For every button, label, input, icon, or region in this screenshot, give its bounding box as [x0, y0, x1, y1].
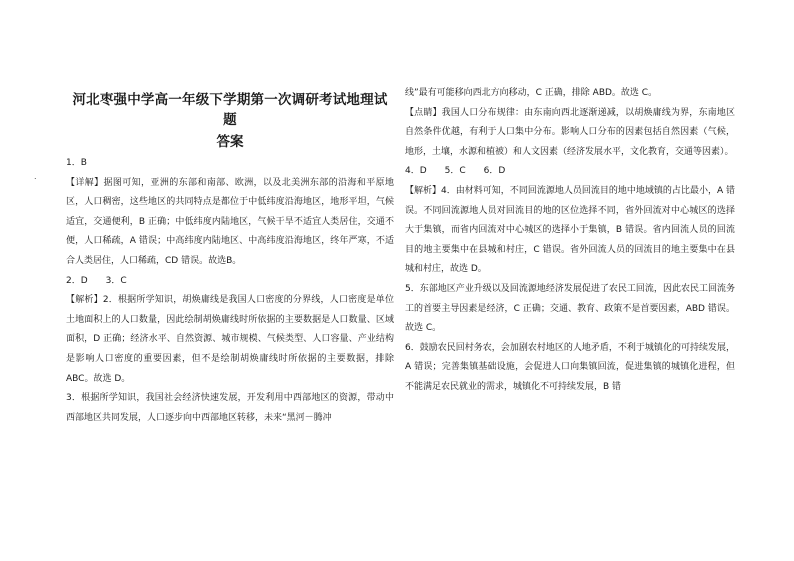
explanation-3-cont: 线”最有可能移向西北方向移动，C 正确，排除 ABD。故选 C。: [405, 88, 658, 98]
document-title: 河北枣强中学高一年级下学期第一次调研考试地理试题: [72, 92, 388, 128]
explanation-4: 【解析】4．由材料可知，不同回流源地人员回流目的地中地域镇的占比最小，A 错误。不同回流源地人员对回流目的地的区位选择不同，省外回流对中心城区的选择大于集镇，而省内回流对中心城区的选择小于集镇，B 错误。省内回流人员的回流目的地主要集中在县城和村庄，C 错误。省外回流人员的回流目的地主要集中在县城和村庄，故选 D。: [405, 185, 735, 275]
document-subtitle: 答案: [216, 134, 244, 150]
explanation-3: 3．根据所学知识，我国社会经济快速发展，开发利用中西部地区的资源，带动中西部地区共同发展，人口逐步向中西部地区转移，未来“黑河－腾冲: [66, 393, 394, 423]
margin-dot: .: [34, 172, 37, 181]
answer-2-3: 2．D 3．C: [66, 275, 127, 286]
key-point: 【点睛】我国人口分布规律：由东南向西北逐渐递减，以胡焕庸线为界，东南地区自然条件优越，有利于人口集中分布。影响人口分布的因素包括自然因素（气候，地形，土壤，水源和植被）和人文因素（经济发展水平，文化教育，交通等因素）。: [405, 107, 735, 157]
explanation-2: 【解析】2．根据所学知识，胡焕庸线是我国人口密度的分界线，人口密度是单位土地面积上的人口数量，因此绘制胡焕庸线时所依据的主要数据是人口数量、区域面积，D 正确；经济水平、自然资源、城市规模、气候类型、人口容量、产业结构是影响人口密度的重要因素，但不是绘制胡焕庸线时所依据的主要数据，排除 ABC。故选 D。: [66, 295, 394, 384]
left-column: [66, 84, 394, 428]
answer-1: 1．B: [66, 158, 87, 168]
explanation-5: 5．东部地区产业升级以及回流源地经济发展促进了农民工回流，因此农民工回流务工的首要主导因素是经济，C 正确；交通、教育、政策不是首要因素，ABD 错误。故选 C。: [405, 283, 735, 334]
explanation-1: 【详解】据图可知，亚洲的东部和南部、欧洲，以及北美洲东部的沿海和平原地区，人口稠密，这些地区的共同特点是都位于中低纬度沿海地区，地形平坦，气候适宜，交通便利，B 正确；中低纬度内陆地区，气候干旱不适宜人类居住，交通不便，人口稀疏，A 错误；中高纬度内陆地区、中高纬度沿海地区，终年严寒，不适合人类居住，人口稀疏，CD 错误。故选B。: [66, 177, 394, 266]
right-column: [405, 84, 735, 398]
answer-4-6: 4．D 5．C 6．D: [405, 166, 506, 177]
explanation-6: 6．鼓励农民回村务农，会加剧农村地区的人地矛盾，不利于城镇化的可持续发展，A 错误；完善集镇基础设施，会促进人口向集镇回流，促进集镇的城镇化进程，但不能满足农民就业的需求，城镇化不可持续发展，B 错: [405, 342, 735, 392]
